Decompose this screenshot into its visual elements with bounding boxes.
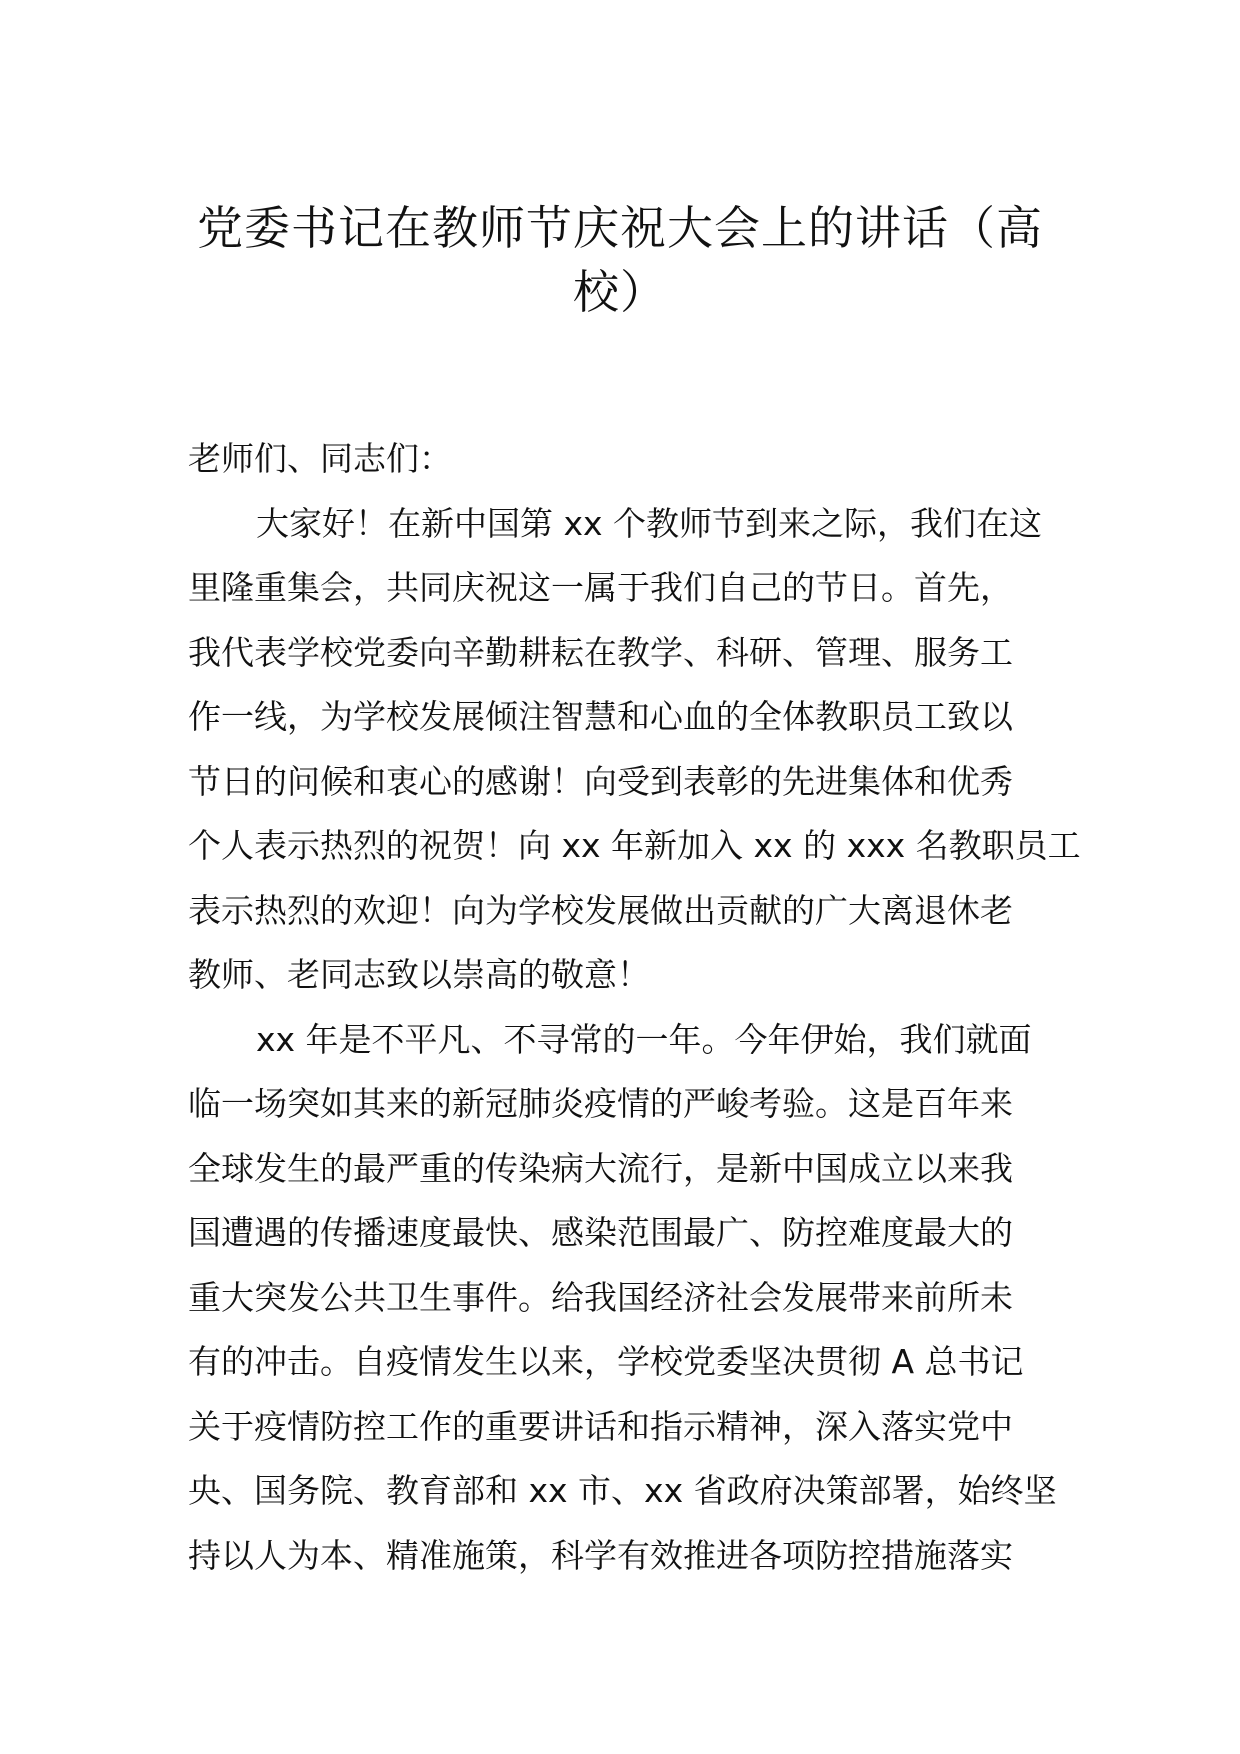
- title-line-2: 校）: [573, 265, 667, 319]
- body-line: 持以人为本、精准施策，科学有效推进各项防控措施落实: [188, 1535, 1013, 1575]
- title-line-1: 党委书记在教师节庆祝大会上的讲话（高: [197, 201, 1043, 255]
- body-line: 大家好！在新中国第 xx 个教师节到来之际，我们在这: [256, 503, 1043, 543]
- body-line: xx 年是不平凡、不寻常的一年。今年伊始，我们就面: [256, 1019, 1032, 1059]
- body-line: 个人表示热烈的祝贺！向 xx 年新加入 xx 的 xxx 名教职员工: [188, 826, 1081, 865]
- salutation: 老师们、同志们：: [188, 439, 452, 478]
- body-line: 有的冲击。自疫情发生以来，学校党委坚决贯彻 A 总书记: [188, 1342, 1024, 1381]
- document-body: [188, 427, 1081, 1588]
- body-line: 作一线，为学校发展倾注智慧和心血的全体教职员工致以: [188, 697, 1013, 736]
- body-line: 重大突发公共卫生事件。给我国经济社会发展带来前所未: [188, 1277, 1013, 1317]
- body-line: 国遭遇的传播速度最快、感染范围最广、防控难度最大的: [188, 1213, 1013, 1252]
- page-title: [160, 196, 1080, 324]
- body-line: 全球发生的最严重的传染病大流行，是新中国成立以来我: [188, 1148, 1013, 1188]
- body-line: 临一场突如其来的新冠肺炎疫情的严峻考验。这是百年来: [188, 1084, 1013, 1123]
- body-line: 表示热烈的欢迎！向为学校发展做出贡献的广大离退休老: [188, 890, 1013, 930]
- body-line: 央、国务院、教育部和 xx 市、xx 省政府决策部署，始终坚: [188, 1471, 1057, 1510]
- body-line: 里隆重集会，共同庆祝这一属于我们自己的节日。首先，: [188, 568, 1013, 607]
- body-line: 我代表学校党委向辛勤耕耘在教学、科研、管理、服务工: [188, 632, 1013, 672]
- body-line: 教师、老同志致以崇高的敬意！: [188, 955, 650, 994]
- body-text: [188, 492, 1081, 1589]
- body-line: 节日的问候和衷心的感谢！向受到表彰的先进集体和优秀: [188, 761, 1013, 801]
- body-line: 关于疫情防控工作的重要讲话和指示精神，深入落实党中: [188, 1406, 1013, 1446]
